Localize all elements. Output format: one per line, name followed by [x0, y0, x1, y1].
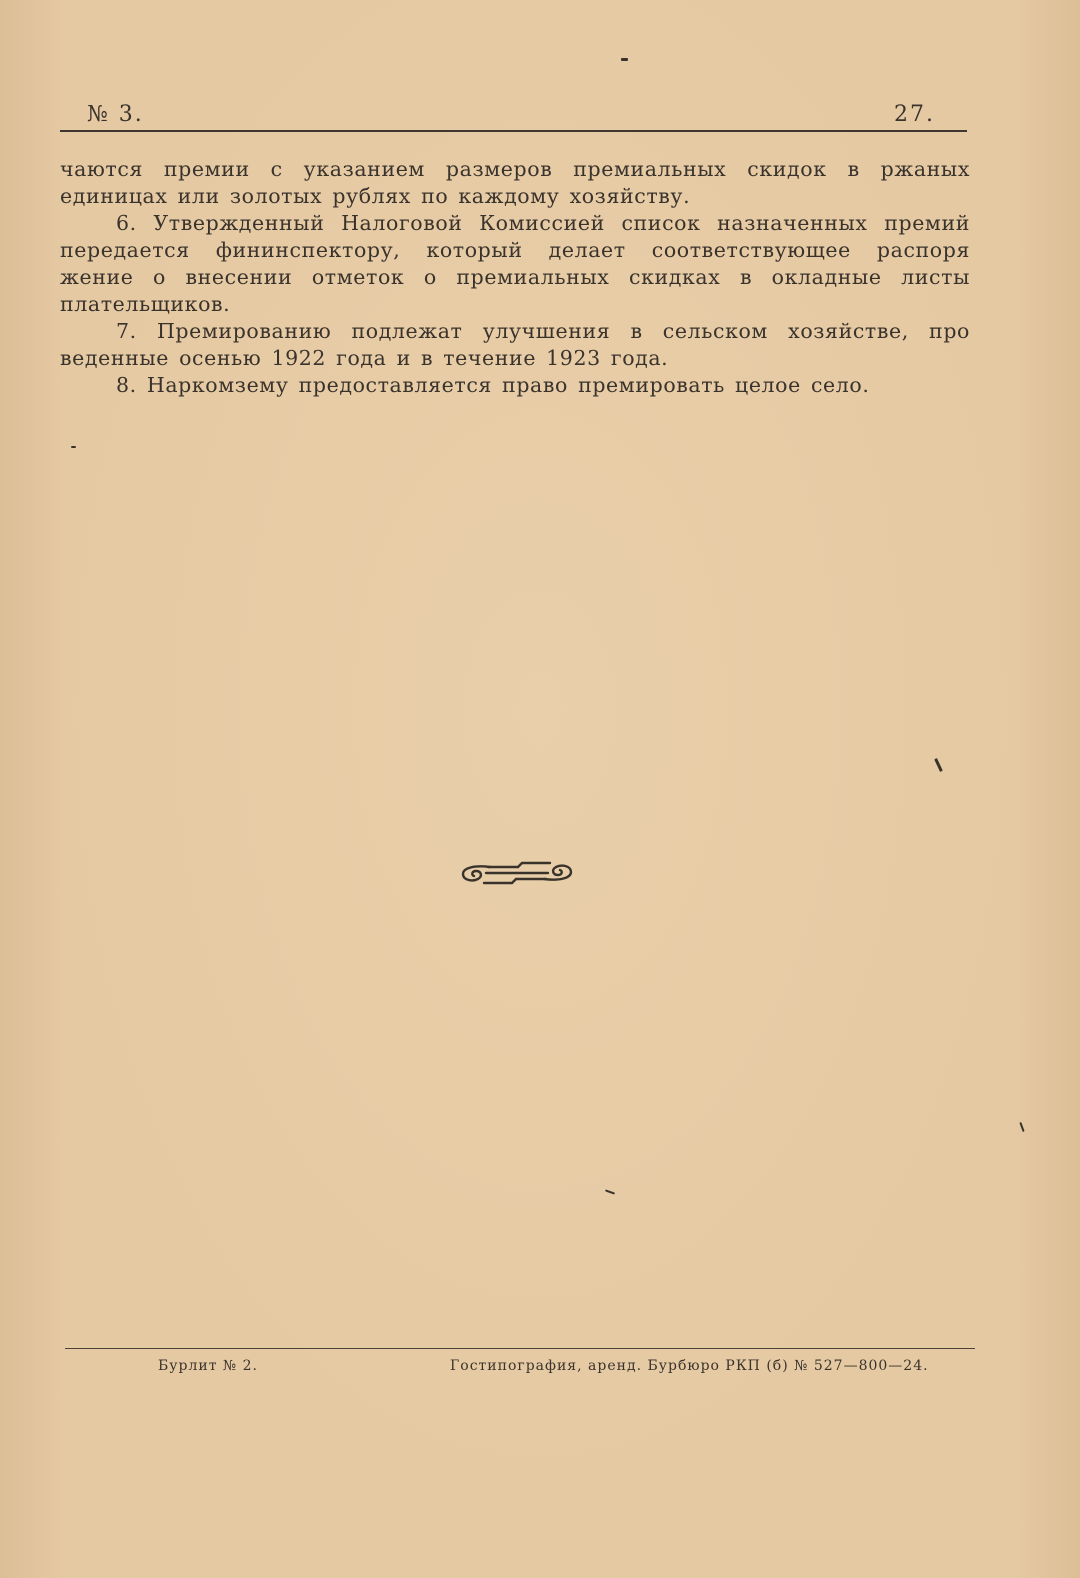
print-speck — [1019, 1122, 1024, 1132]
print-speck — [71, 446, 76, 448]
body-text — [60, 156, 970, 399]
footer-rule — [65, 1348, 975, 1349]
printing-house-imprint: Гостипография, аренд. Бурбюро РКП (б) № 527—800—24. — [450, 1358, 929, 1374]
paragraph-item-6: 6. Утвержденный Налоговой Комиссией список назначенных премий передается фининспектору, который делает соответствующее распоря жение о внесении отметок о премиальных скидках в окладные листы плательщиков. — [60, 211, 970, 316]
header-rule — [60, 130, 967, 132]
print-speck — [605, 1189, 615, 1194]
scroll-ornament-icon — [460, 858, 574, 888]
page-header — [60, 96, 967, 132]
paragraph-item-8: 8. Наркомзему предоставляется право премировать целое село. — [116, 373, 870, 397]
page-number: 27. — [894, 102, 935, 127]
print-speck — [621, 58, 628, 61]
print-speck — [934, 758, 943, 772]
paragraph-item-7: 7. Премированию подлежат улучшения в сельском хозяйстве, про веденные осенью 1922 года и в течение 1923 года. — [60, 319, 970, 370]
issue-number: № 3. — [87, 102, 144, 127]
paragraph-continuation: чаются премии с указанием размеров премиальных скидок в ржаных единицах или золотых рублях по каждому хозяйству. — [60, 157, 970, 208]
publisher-mark: Бурлит № 2. — [158, 1358, 258, 1374]
